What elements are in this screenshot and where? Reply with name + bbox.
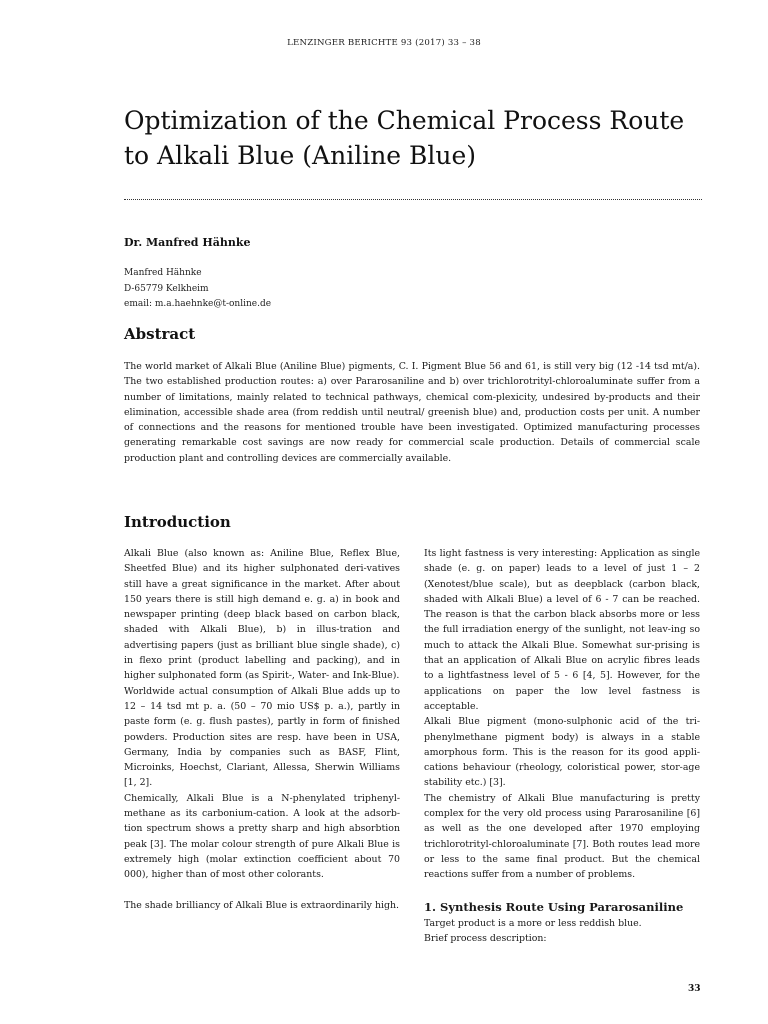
intro-paragraph: The chemistry of Alkali Blue manufacturing is pretty complex for the very old process using Pararosaniline [6] as well as the one developed after 1970 employing trichlorotrityl-chloroaluminate [7]. Both routes lead more or less to the same final product. But the chemical reactions suffer from a number of problems. <box>424 792 700 881</box>
affiliation-address: D-65779 Kelkheim <box>124 283 209 294</box>
intro-paragraph: Alkali Blue (also known as: Aniline Blue, Reflex Blue, Sheetfed Blue) and its higher sulphonated deri-vatives still have a great significance in the market. After about 150 years there is still high demand e. g. a) in book and newspaper printing (deep black based on carbon black, shaded with Alkali Blue), b) in illus-tration and advertising papers (just as brilliant blue single shade), c) in flexo print (product labelling and packing), and in higher sulphonated form (as Spirit-, Water- and Ink-Blue). <box>124 548 400 682</box>
title-line-2: to Alkali Blue (Aniline Blue) <box>124 141 477 170</box>
affiliation-email: email: m.a.haehnke@t-online.de <box>124 299 272 309</box>
abstract-heading: Abstract <box>124 325 196 343</box>
section-1-line: Brief process description: <box>424 932 547 944</box>
article-title <box>124 103 724 173</box>
introduction-heading: Introduction <box>124 513 231 531</box>
dotted-divider <box>124 199 702 200</box>
section-1-heading: 1. Synthesis Route Using Pararosaniline <box>424 899 684 914</box>
right-column <box>424 546 700 946</box>
section-1-line: Target product is a more or less reddish blue. <box>424 917 642 929</box>
running-head: LENZINGER BERICHTE 93 (2017) 33 – 38 <box>287 38 481 48</box>
intro-paragraph: Alkali Blue pigment (mono-sulphonic acid of the tri-phenylmethane pigment body) is always in a stable amorphous form. This is the reason for its good appli-cations behaviour (rheology, coloristical power, stor-age stability etc.) [3]. <box>424 716 700 789</box>
author-name: Dr. Manfred Hähnke <box>124 236 251 249</box>
left-column <box>124 546 400 913</box>
page-number: 33 <box>688 984 701 994</box>
title-line-1: Optimization of the Chemical Process Route <box>124 106 685 135</box>
intro-paragraph: Its light fastness is very interesting: Application as single shade (e. g. on paper) leads to a level of just 1 – 2 (Xenotest/blue scale), but as deepblack (carbon black, shaded with Alkali Blue) a level of 6 - 7 can be reached. The reason is that the carbon black absorbs more or less the full irradiation energy of the sunlight, not leav-ing so much to attack the Alkali Blue. Somewhat sur-prising is that an application of Alkali Blue on acrylic fibres leads to a lightfastness level of 5 - 6 [4, 5]. However, for the applications on paper the low level fastness is acceptable. <box>424 548 700 712</box>
intro-paragraph: Worldwide actual consumption of Alkali Blue adds up to 12 – 14 tsd mt p. a. (50 – 70 mio US$ p. a.), partly in paste form (e. g. flush pastes), partly in form of finished powders. Production sites are resp. have been in USA, Germany, India by companies such as BASF, Flint, Microinks, Hoechst, Clariant, Allessa, Sherwin Williams [1, 2]. <box>124 685 400 789</box>
intro-paragraph: Chemically, Alkali Blue is a N-phenylated triphenyl-methane as its carbonium-cation. A look at the adsorb-tion spectrum shows a pretty sharp and high absorbtion peak [3]. The molar colour strength of pure Alkali Blue is extremely high (molar extinction coefficient about 70 000), higher than of most other colorants. <box>124 792 400 881</box>
affiliation-name: Manfred Hähnke <box>124 268 202 278</box>
author-affiliation <box>124 266 271 313</box>
abstract-text: The world market of Alkali Blue (Aniline Blue) pigments, C. I. Pigment Blue 56 and 61, is still very big (12 -14 tsd mt/a). The two established production routes: a) over Pararosaniline and b) over trichlorotrityl-chloroaluminate suffer from a number of limitations, mainly related to technical pathways, chemical com-plexicity, undesired by-products and their elimination, accessible shade area (from reddish until neutral/ greenish blue) and, production costs per unit. A number of connections and the reasons for mentioned trouble have been investigated. Optimized manufacturing processes generating remarkable cost savings are now ready for commercial scale production. Details of commercial scale production plant and controlling devices are commercially available. <box>124 361 700 464</box>
intro-paragraph: The shade brilliancy of Alkali Blue is extraordinarily high. <box>124 899 400 911</box>
